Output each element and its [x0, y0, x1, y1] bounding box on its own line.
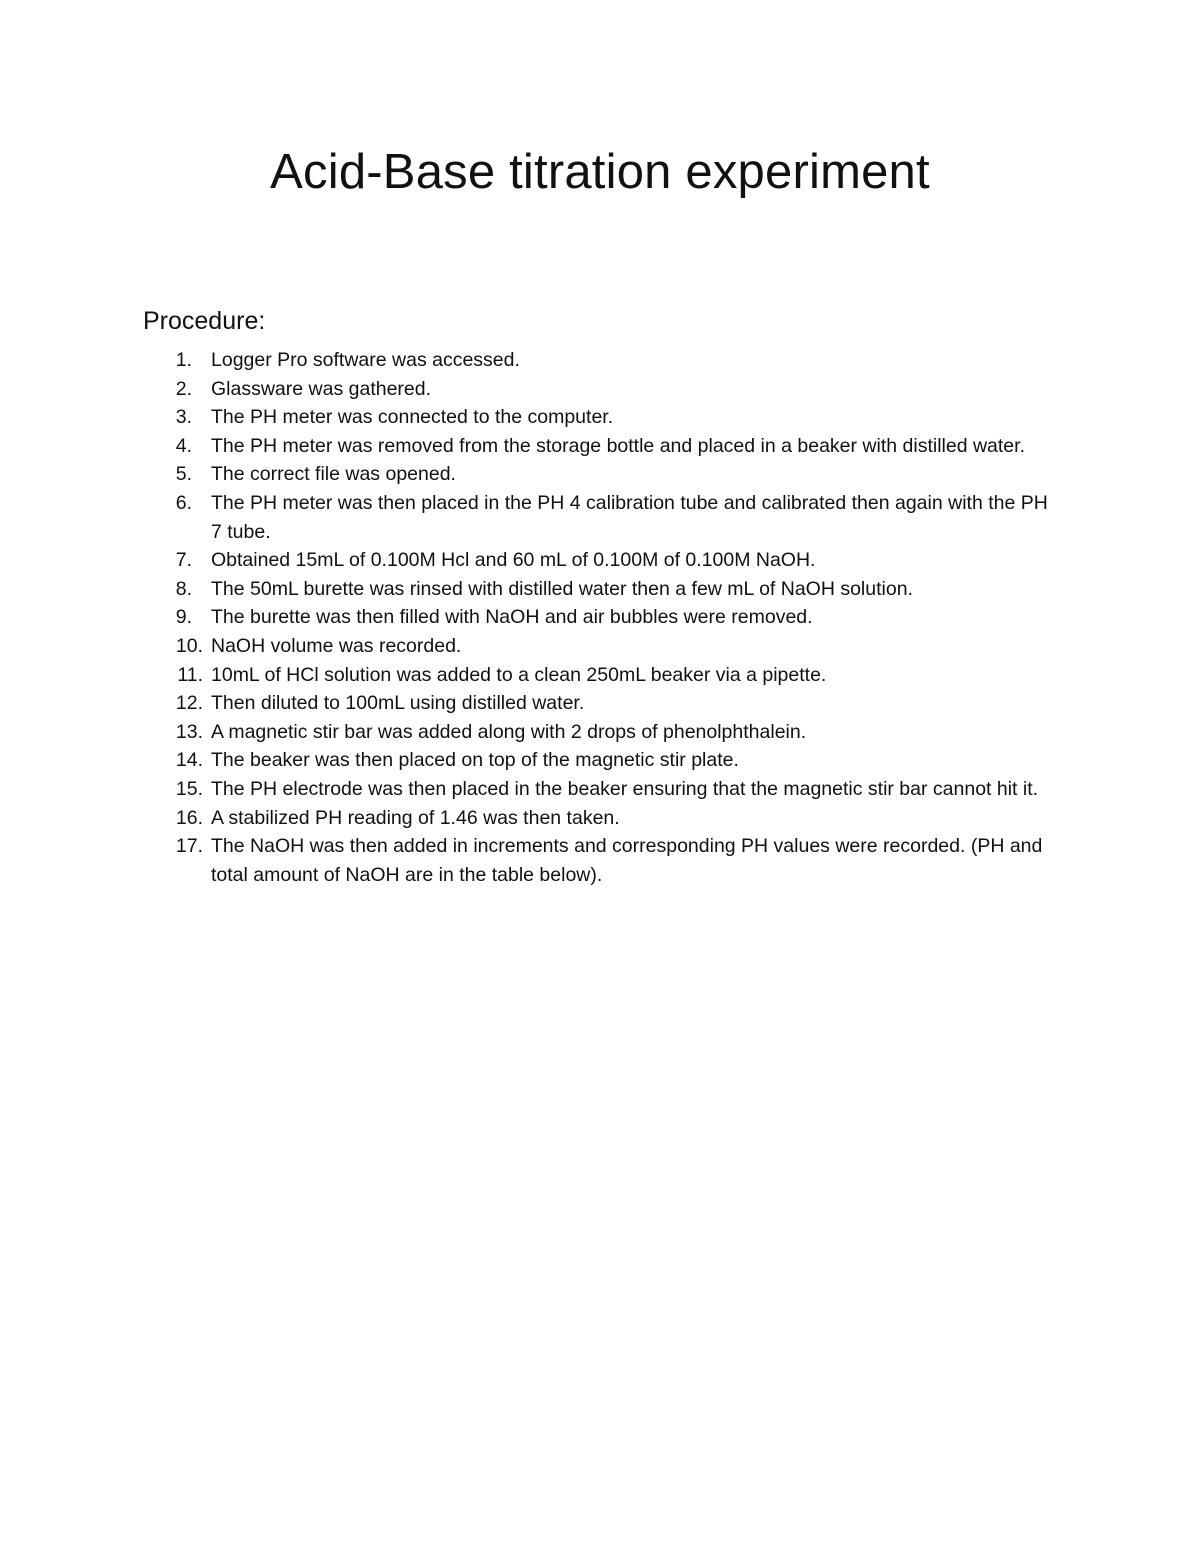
procedure-step	[0, 661, 1200, 690]
step-text: The PH electrode was then placed in the beaker ensuring that the magnetic stir bar cannot hit it.	[211, 777, 1039, 800]
step-text: A stabilized PH reading of 1.46 was then taken.	[211, 806, 620, 829]
procedure-step	[0, 689, 1200, 718]
step-text: The correct file was opened.	[211, 463, 456, 486]
procedure-step	[0, 489, 1200, 546]
step-text: The burette was then filled with NaOH and air bubbles were removed.	[211, 606, 813, 629]
procedure-step	[0, 546, 1200, 575]
procedure-step	[0, 575, 1200, 604]
step-number: 6.	[175, 491, 192, 514]
step-number: 17.	[175, 835, 203, 858]
step-number: 5.	[175, 463, 192, 486]
step-number: 8.	[175, 577, 192, 600]
step-text: 10mL of HCl solution was added to a clean 250mL beaker via a pipette.	[211, 663, 827, 686]
procedure-step	[0, 346, 1200, 375]
procedure-step	[0, 632, 1200, 661]
procedure-step	[0, 460, 1200, 489]
step-text: NaOH volume was recorded.	[211, 634, 462, 657]
step-text: Logger Pro software was accessed.	[211, 349, 520, 371]
procedure-step	[0, 718, 1200, 747]
step-number: 3.	[175, 406, 192, 429]
step-text: Obtained 15mL of 0.100M Hcl and 60 mL of 0.100M of 0.100M NaOH.	[211, 549, 816, 572]
step-text: The beaker was then placed on top of the magnetic stir plate.	[211, 749, 739, 772]
step-number: 11.	[177, 663, 203, 686]
procedure-step	[0, 746, 1200, 775]
step-text: The 50mL burette was rinsed with distilled water then a few mL of NaOH solution.	[211, 577, 913, 600]
procedure-step	[0, 832, 1200, 889]
procedure-step	[0, 603, 1200, 632]
procedure-step	[0, 403, 1200, 432]
procedure-list	[0, 346, 1200, 889]
procedure-heading: Procedure:	[143, 307, 266, 335]
procedure-step	[0, 432, 1200, 461]
step-number: 1.	[175, 349, 192, 371]
procedure-step	[0, 775, 1200, 804]
step-text: The PH meter was removed from the storage bottle and placed in a beaker with distilled water.	[211, 434, 1025, 457]
procedure-step	[0, 804, 1200, 833]
step-number: 7.	[175, 549, 192, 572]
step-number: 4.	[175, 434, 192, 457]
step-number: 15.	[175, 777, 203, 800]
step-number: 12.	[175, 692, 203, 715]
procedure-step	[0, 375, 1200, 404]
step-number: 9.	[175, 606, 192, 629]
step-text: Glassware was gathered.	[211, 377, 432, 400]
step-text: Then diluted to 100mL using distilled water.	[211, 692, 585, 715]
step-text: The PH meter was connected to the computer.	[211, 406, 614, 429]
step-number: 2.	[175, 377, 192, 400]
step-number: 16.	[175, 806, 203, 829]
step-text: The PH meter was then placed in the PH 4 calibration tube and calibrated then again with the PH 7 tube.	[211, 491, 1048, 543]
step-number: 14.	[175, 749, 203, 772]
step-number: 10.	[175, 634, 203, 657]
step-text: The NaOH was then added in increments and corresponding PH values were recorded. (PH and total amount of NaOH are in the table below).	[211, 835, 1043, 886]
step-number: 13.	[175, 720, 203, 743]
step-text: A magnetic stir bar was added along with 2 drops of phenolphthalein.	[211, 720, 807, 743]
document-title: Acid-Base titration experiment	[270, 145, 930, 199]
